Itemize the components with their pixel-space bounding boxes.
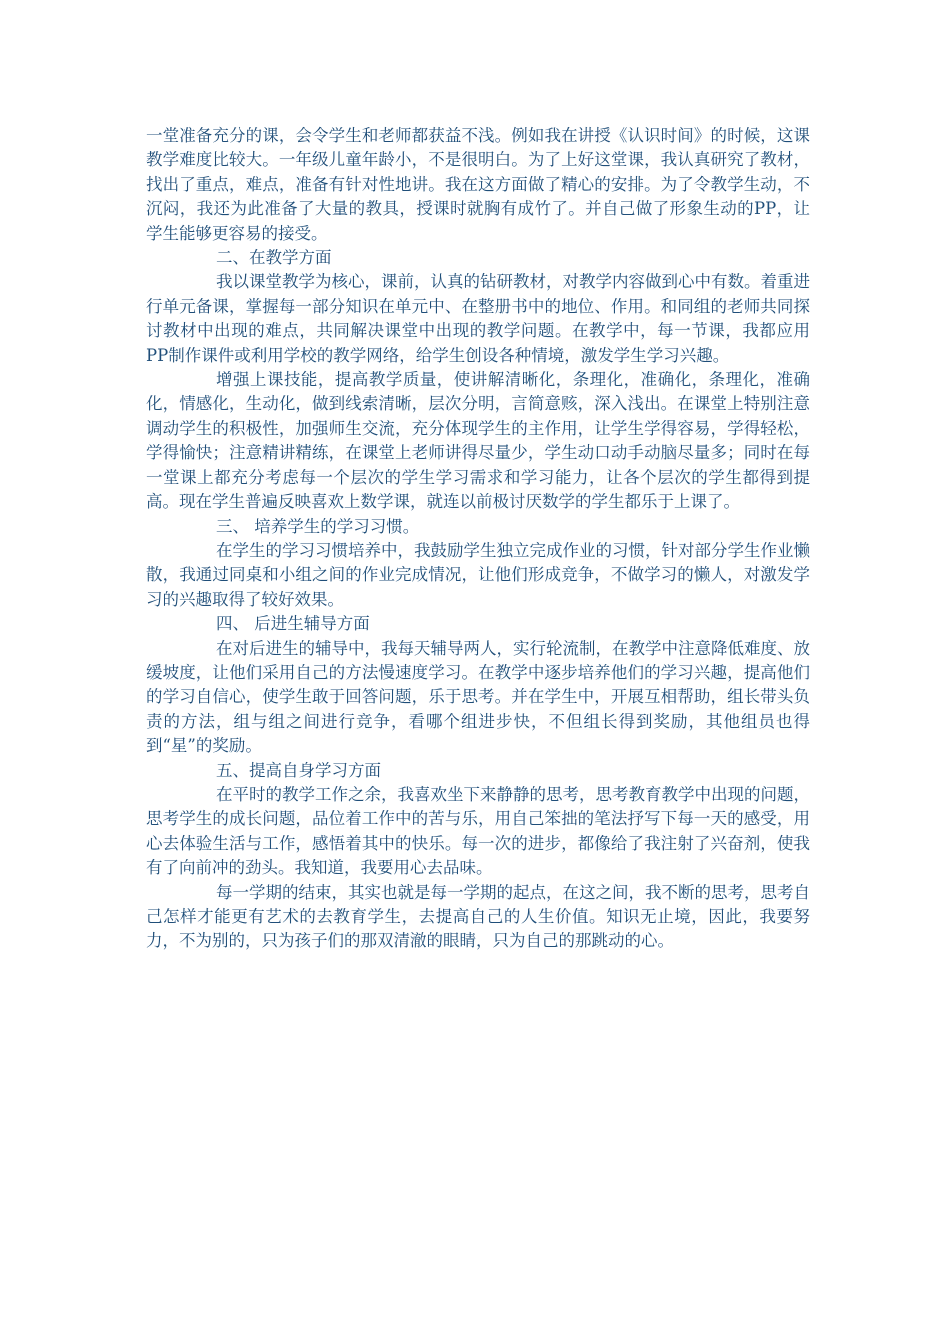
document-body (146, 124, 810, 954)
section-heading-habits: 三、 培养学生的学习习惯。 (216, 516, 420, 536)
paragraph-tutoring: 在对后进生的辅导中，我每天辅导两人，实行轮流制，在教学中注意降低难度、放缓坡度，让他们采用自己的方法慢速度学习。在教学中逐步培养他们的学习兴趣，提高他们的学习自信心，使学生敢于回答问题，乐于思考。并在学生中，开展互相帮助，组长带头负责的方法，组与组之间进行竞争，看哪个组进步快，不但组长得到奖励，其他组员也得到“星”的奖励。 (146, 638, 810, 756)
paragraph-intro: 一堂准备充分的课，会令学生和老师都获益不浅。例如我在讲授《认识时间》的时候，这课教学难度比较大。一年级儿童年龄小，不是很明白。为了上好这堂课，我认真研究了教材，找出了重点，难点，准备有针对性地讲。我在这方面做了精心的安排。为了令教学生动，不沉闷，我还为此准备了大量的教具，授课时就胸有成竹了。并自己做了形象生动的PP，让学生能够更容易的接受。 (146, 126, 810, 243)
section-heading-tutoring: 四、 后进生辅导方面 (216, 614, 370, 634)
section-heading-teaching: 二、在教学方面 (216, 248, 332, 268)
paragraph-self-study: 在平时的教学工作之余，我喜欢坐下来静静的思考，思考教育教学中出现的问题，思考学生的成长问题，品位着工作中的苦与乐，用自己笨拙的笔法抒写下每一天的感受，用心去体验生活与工作，感悟着其中的快乐。每一次的进步，都像给了我注射了兴奋剂，使我有了向前冲的劲头。我知道，我要用心去品味。 (146, 784, 810, 878)
paragraph-teaching-skills: 增强上课技能，提高教学质量，使讲解清晰化，条理化，准确化，条理化，准确化，情感化，生动化，做到线索清晰，层次分明，言简意赅，深入浅出。在课堂上特别注意调动学生的积极性，加强师生交流，充分体现学生的主作用，让学生学得容易，学得轻松，学得愉快；注意精讲精练，在课堂上老师讲得尽量少，学生动口动手动脑尽量多；同时在每一堂课上都充分考虑每一个层次的学生学习需求和学习能力，让各个层次的学生都得到提高。现在学生普遍反映喜欢上数学课，就连以前极讨厌数学的学生都乐于上课了。 (146, 370, 810, 512)
paragraph-conclusion: 每一学期的结束，其实也就是每一学期的起点，在这之间，我不断的思考，思考自己怎样才能更有艺术的去教育学生，去提高自己的人生价值。知识无止境，因此，我要努力，不为别的，只为孩子们的那双清澈的眼睛，只为自己的那跳动的心。 (146, 882, 810, 951)
paragraph-teaching-core: 我以课堂教学为核心，课前，认真的钻研教材，对教学内容做到心中有数。着重进行单元备课，掌握每一部分知识在单元中、在整册书中的地位、作用。和同组的老师共同探讨教材中出现的难点，共同解决课堂中出现的教学问题。在教学中，每一节课，我都应用PP制作课件或利用学校的教学网络，给学生创设各种情境，激发学生学习兴趣。 (146, 272, 810, 365)
section-heading-self-study: 五、提高自身学习方面 (216, 760, 381, 780)
paragraph-habits: 在学生的学习习惯培养中，我鼓励学生独立完成作业的习惯，针对部分学生作业懒散，我通过同桌和小组之间的作业完成情况，让他们形成竞争，不做学习的懒人，对激发学习的兴趣取得了较好效果。 (146, 540, 810, 609)
